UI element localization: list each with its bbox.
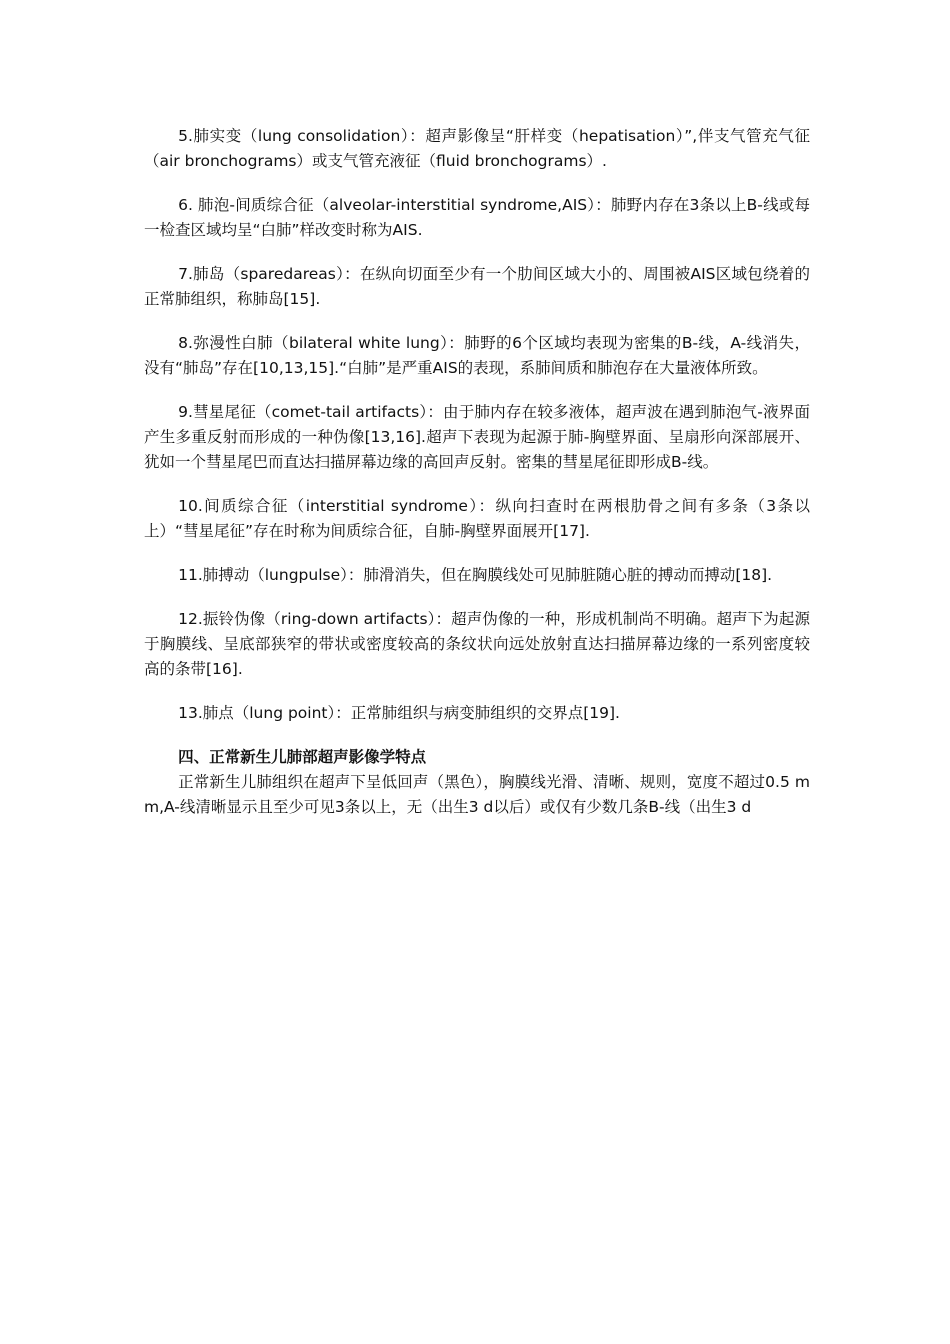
- definition-lung-pulse: 11.肺搏动（lungpulse）：肺滑消失，但在胸膜线处可见肺脏随心脏的搏动而搏动[18].: [178, 566, 773, 584]
- definition-comet-tail-artifacts: 9.彗星尾征（comet-tail artifacts）：由于肺内存在较多液体，超声波在遇到肺泡气-液界面产生多重反射而形成的一种伪像[13,16].超声下表现为起源于肺-胸壁界面、呈扇形向深部展开、犹如一个彗星尾巴而直达扫描屏幕边缘的高回声反射。密集的彗星尾征即形成B-线。: [144, 403, 810, 471]
- definition-lung-consolidation: 5.肺实变（lung consolidation）：超声影像呈“肝样变（hepatisation）”,伴支气管充气征（air bronchograms）或支气管充液征（fluid bronchograms）.: [144, 127, 810, 170]
- section-paragraph: 正常新生儿肺组织在超声下呈低回声（黑色），胸膜线光滑、清晰、规则，宽度不超过0.5 mm,A-线清晰显示且至少可见3条以上，无（出生3 d以后）或仅有少数几条B-线（出生3 d: [144, 773, 810, 816]
- definition-lung-point: 13.肺点（lung point）：正常肺组织与病变肺组织的交界点[19].: [178, 704, 620, 722]
- section-heading: 四、正常新生儿肺部超声影像学特点: [178, 748, 427, 766]
- definition-alveolar-interstitial-syndrome: 6. 肺泡-间质综合征（alveolar-interstitial syndrome,AIS）：肺野内存在3条以上B-线或每一检查区域均呈“白肺”样改变时称为AIS.: [144, 196, 810, 239]
- definition-interstitial-syndrome: 10.间质综合征（interstitial syndrome）：纵向扫查时在两根肋骨之间有多条（3条以上）“彗星尾征”存在时称为间质综合征，自肺-胸壁界面展开[17].: [144, 497, 810, 540]
- definition-spared-areas: 7.肺岛（sparedareas）：在纵向切面至少有一个肋间区域大小的、周围被AIS区域包绕着的正常肺组织，称肺岛[15].: [144, 265, 810, 308]
- document-body: [144, 124, 810, 839]
- definition-bilateral-white-lung: 8.弥漫性白肺（bilateral white lung）：肺野的6个区域均表现为密集的B-线，A-线消失，没有“肺岛”存在[10,13,15].“白肺”是严重AIS的表现，系肺间质和肺泡存在大量液体所致。: [144, 334, 810, 377]
- definition-ring-down-artifacts: 12.振铃伪像（ring-down artifacts）：超声伪像的一种，形成机制尚不明确。超声下为起源于胸膜线、呈底部狭窄的带状或密度较高的条纹状向远处放射直达扫描屏幕边缘的一系列密度较高的条带[16].: [144, 610, 810, 678]
